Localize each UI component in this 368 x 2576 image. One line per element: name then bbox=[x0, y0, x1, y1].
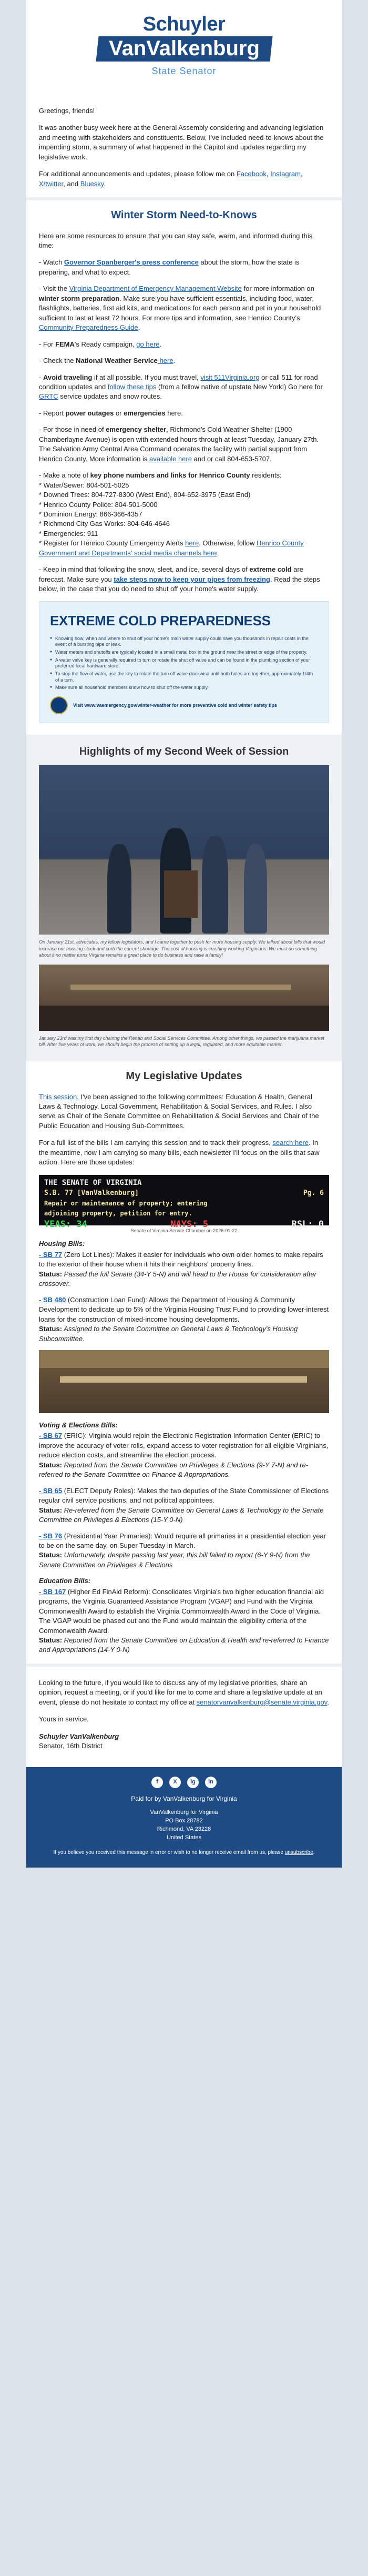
yours-in-service: Yours in service, bbox=[39, 1715, 89, 1723]
cold-card-footer-text: Visit www.vaemergency.gov/winter-weather for more preventive cold and winter safety tips bbox=[73, 702, 277, 708]
yeas-count: YEAS: 34 bbox=[44, 1219, 87, 1230]
sb167-link[interactable]: - SB 167 bbox=[39, 1587, 66, 1596]
logo-subtitle: State Senator bbox=[151, 66, 217, 77]
bills-paragraph: For a full list of the bills I am carrying this session and to track their progress, search here. In the meantime, now I am carrying so many bills, each newsletter I'll focus on the bills that saw action. Here are those updates: bbox=[39, 1139, 320, 1167]
phone-line: * Emergencies: 911 bbox=[39, 529, 98, 537]
vote-board-caption: Senate of Virginia Senate Chamber on 2026-01-22 bbox=[130, 1228, 238, 1233]
office-email-link[interactable]: senatorvanvalkenburg@senate.virginia.gov bbox=[196, 1698, 328, 1706]
header-logo bbox=[26, 0, 342, 93]
photo-figure bbox=[202, 836, 228, 934]
storm-lead: Here are some resources to ensure that you can stay safe, warm, and informed during this time: bbox=[39, 231, 313, 250]
cold-card-item: ● Knowing how, when and where to shut off your home's main water supply could save you thousands in repair costs in the event of a bursting pipe or leak. bbox=[50, 636, 318, 648]
storm-bullet-outages: - Report power outages or emergencies here. bbox=[39, 409, 183, 417]
nws-link[interactable]: here bbox=[157, 357, 173, 365]
social-follow-paragraph: For additional announcements and updates, please follow me on Facebook, Instagram, X/twitter, and Bluesky. bbox=[39, 170, 303, 188]
vote-board-header: THE SENATE OF VIRGINIA bbox=[44, 1178, 142, 1187]
emergency-alerts-link[interactable]: here bbox=[185, 539, 199, 547]
bill-sb167: - SB 167 (Higher Ed FinAid Reform): Consolidates Virginia's two higher education financial aid programs, the Virginia Guaranteed Assistance Program (VGAP) and Fund with the Virginia Commonwealth Award to establish the Virginia Commonwealth Award in the Code of Virginia. The VGAP would be phased out and the Fund would maintain the eligibility criteria of the Commonwealth Award. Status: Reported from the Senate Committee on Education & Health and re-referred to Finance and Appropriations (14-Y 0-N) bbox=[39, 1587, 329, 1654]
contact-paragraph: Looking to the future, if you would like to discuss any of my legislative priorities, share an opinion, request a meeting, or if you'd like for me to come and share a legislative update at an event, please do not hesitate to contact my office at senatorvanvalkenburg@senate.virginia.gov. bbox=[39, 1678, 329, 1706]
phone-line: * Downed Trees: 804-727-8300 (West End), 804-652-3975 (East End) bbox=[39, 491, 251, 499]
instagram-icon[interactable]: ig bbox=[187, 1777, 199, 1788]
preparedness-guide-link[interactable]: Community Preparedness Guide bbox=[39, 323, 138, 332]
bill-sb77: - SB 77 (Zero Lot Lines): Makes it easier for individuals who own older homes to make repairs to the exterior of their house when it hits their neighbors' property lines. Status: Passed the full Senate (34-Y 5-N) and will head to the House for consideration after crossover. bbox=[39, 1250, 323, 1288]
photo-figure bbox=[244, 844, 267, 934]
travel-tips-link[interactable]: follow these tips bbox=[107, 383, 157, 391]
facebook-icon[interactable]: f bbox=[151, 1777, 163, 1788]
bluesky-link[interactable]: Bluesky bbox=[80, 179, 104, 188]
vote-board-desc: Repair or maintenance of property; entering bbox=[44, 1200, 208, 1207]
footer bbox=[26, 1767, 342, 1868]
virginia-seal-icon bbox=[50, 696, 68, 714]
storm-bullet-phones: - Make a note of key phone numbers and links for Henrico County residents: * Water/Sewer: 804-501-5025 * Downed Trees: 804-727-8300 (West End), 804-652-3975 (East End) * Henrico County Police: 804-501-5000 * Dominion Energy: 866-366-4357 * Richmond City Gas Works: 804-646-4646 * Emergencies: 911 * Register for Henrico County Emergency Alerts here. Otherwise, follow Henrico County Government and Departments' social media channels here. bbox=[39, 471, 329, 558]
legislative-title: My Legislative Updates bbox=[126, 1070, 242, 1082]
voting-bills-heading: Voting & Elections Bills: bbox=[39, 1421, 118, 1429]
footer-social-icons bbox=[26, 1777, 342, 1788]
storm-bullet-fema: - For FEMA's Ready campaign, go here. bbox=[39, 340, 161, 348]
storm-bullet-travel: - Avoid traveling if at all possible. If you must travel, visit 511Virginia.org or call 511 for road condition updates and follow these tips (from a fellow native of upstate New York!) Go here for GRTC service updates and snow routes. bbox=[39, 373, 323, 401]
sb67-link[interactable]: - SB 67 bbox=[39, 1432, 63, 1440]
phone-line: * Henrico County Police: 804-501-5000 bbox=[39, 500, 158, 509]
storm-bullet-vdem: - Visit the Virginia Department of Emergency Management Website for more information on winter storm preparation. Make sure you have sufficient essentials, including food, water, flashlights, batteries, first aid kits, and medications for each person and pet in your household sufficient to last at least 72 hours. For more tips and information, see Henrico County's Community Preparedness Guide. bbox=[39, 285, 321, 332]
storm-bullet-press: - Watch Governor Spanberger's press conference about the storm, how the state is preparing, and what to expect. bbox=[39, 258, 300, 276]
511-link[interactable]: visit 511Virginia.org bbox=[200, 373, 260, 381]
vote-board-desc: adjoining property, petition for entry. bbox=[44, 1210, 192, 1218]
instagram-link[interactable]: Instagram bbox=[270, 170, 301, 178]
fema-link[interactable]: go here bbox=[136, 340, 160, 348]
storm-bullet-shelter: - For those in need of emergency shelter, Richmond's Cold Weather Shelter (1900 Chamberlayne Avenue) is open with extended hours through at least Tuesday, January 27th. The Salvation Army Central Area Command operates the facility with partial support from Henrico County. More information is available here and or call 804-653-5707. bbox=[39, 425, 319, 463]
frozen-pipes-link[interactable]: take steps now to keep your pipes from freezing bbox=[114, 575, 270, 583]
storm-bullet-nws: - Check the National Weather Service here. bbox=[39, 357, 176, 365]
bill-sb480: - SB 480 (Construction Loan Fund): Allows the Department of Housing & Community Development to dedicate up to 5% of the Virginia Housing Trust Fund to providing lower-interest loans for the construction of mixed-income housing developments. Status: Assigned to the Senate Committee on General Laws & Technology's Housing Subcommittee. bbox=[39, 1295, 329, 1343]
cold-card-title: EXTREME COLD PREPAREDNESS bbox=[50, 612, 271, 628]
committees-paragraph: This session, I've been assigned to the following committees: Education & Health, General Laws & Technology, Local Government, Rehabilitation & Social Services, and Rules. I also serve as Chair of the Senate Committee on Rehabilitation & Social Services and Chair of the Public Education and Housing Sub-Committees. bbox=[39, 1092, 319, 1130]
vote-board-bill: S.B. 77 [VanValkenburg] bbox=[44, 1189, 139, 1197]
cold-card-item: ● Make sure all household members know how to shut off the water supply. bbox=[50, 685, 318, 691]
unsubscribe-link[interactable]: unsubscribe bbox=[284, 1850, 313, 1856]
sb76-link[interactable]: - SB 76 bbox=[39, 1532, 63, 1540]
logo-last-name: VanValkenburg bbox=[108, 37, 260, 60]
phone-line: * Richmond City Gas Works: 804-646-4646 bbox=[39, 520, 170, 528]
vote-counts bbox=[44, 1218, 324, 1231]
phone-line: * Water/Sewer: 804-501-5025 bbox=[39, 481, 129, 489]
x-icon[interactable]: X bbox=[169, 1777, 181, 1788]
signature-name: Schuyler VanValkenburg bbox=[39, 1732, 119, 1740]
signature-role: Senator, 16th District bbox=[39, 1742, 103, 1750]
nays-count: NAYS: 5 bbox=[170, 1219, 209, 1230]
housing-photo-caption: On January 21st, advocates, my fellow legislators, and I came together to push for more housing supply. We talked about bills that would increase our housing stock and curb the current shortage. The cost of housing is crushing working Virginians. We must do something about it no matter turns Virginia remains a great place to do business and raise a family! bbox=[39, 939, 325, 958]
housing-bills-heading: Housing Bills: bbox=[39, 1240, 85, 1248]
committee-photo-caption: January 23rd was my first day chairing the Rehab and Social Services Committee. Among other things, we passed the marijuana market bill. After five years of work, we should begin the process of setting up a legal, regulated, and more equitable market. bbox=[39, 1035, 324, 1047]
legislative-section bbox=[26, 1061, 342, 1655]
greeting: Greetings, friends! bbox=[39, 107, 95, 115]
footer-address: VanValkenburg for Virginia PO Box 28782 Richmond, VA 23228 United States bbox=[150, 1809, 218, 1841]
facebook-link[interactable]: Facebook bbox=[236, 170, 267, 178]
cold-card-list bbox=[50, 636, 318, 692]
cold-card-item: ● Water meters and shutoffs are typically located in a small metal box in the ground near the street or edge of the property. bbox=[50, 650, 318, 656]
sb77-link[interactable]: - SB 77 bbox=[39, 1250, 63, 1259]
rsl-count: RSL: 0 bbox=[291, 1219, 324, 1230]
search-bills-link[interactable]: search here bbox=[272, 1139, 309, 1147]
intro-paragraph: It was another busy week here at the General Assembly considering and advancing legislation and meeting with stakeholders and constituents. Below, I've included need-to-knows about the impending storm, a summary of what happened in the Capitol and updates regarding my legislative work. bbox=[39, 124, 324, 161]
education-bills-heading: Education Bills: bbox=[39, 1577, 91, 1585]
session-title: Highlights of my Second Week of Session bbox=[79, 746, 289, 758]
this-session-link[interactable]: This session bbox=[39, 1092, 77, 1101]
cold-card-item: ● A water valve key is generally required to turn or rotate the shut off valve and can be found in the plumbing section of your preferred local hardware store. bbox=[50, 657, 318, 670]
sb65-link[interactable]: - SB 65 bbox=[39, 1486, 63, 1495]
bluesky-icon[interactable]: in bbox=[205, 1777, 217, 1788]
senate-chamber-photo bbox=[39, 1350, 329, 1413]
cold-card-item: ● To stop the flow of water, use the key to rotate the turn off valve clockwise until both holes are together, approximately 1/4th of a turn. bbox=[50, 671, 318, 683]
bill-sb65: - SB 65 (ELECT Deputy Roles): Makes the two deputies of the State Commissioner of Elections regular civil service positions, and not political appointees. Status: Re-referred from the Senate Committee on General Laws & Technology to the Senate Committee on Privileges & Elections (15-Y 0-N) bbox=[39, 1486, 329, 1524]
signoff-section bbox=[26, 1667, 342, 1767]
email-body bbox=[26, 0, 342, 1868]
storm-title: Winter Storm Need-to-Knows bbox=[111, 209, 257, 221]
sb480-link[interactable]: - SB 480 bbox=[39, 1295, 66, 1304]
podium bbox=[164, 870, 198, 918]
bill-sb76: - SB 76 (Presidential Year Primaries): Would require all primaries in a presidential election year to be on the same day, on Super Tuesday in March. Status: Unfortunately, despite passing last year, this bill failed to report (6-Y 9-N) from the Senate Committee on Privileges & Elections bbox=[39, 1532, 326, 1569]
shelter-info-link[interactable]: available here bbox=[149, 454, 192, 463]
unsubscribe-line: If you believe you received this message in error or wish to no longer receive email from us, please unsubscribe. bbox=[53, 1850, 315, 1856]
cold-card-footer bbox=[50, 696, 318, 714]
press-conference-link[interactable]: Governor Spanberger's press conference bbox=[64, 258, 199, 267]
vote-board-page: Pg. 6 bbox=[303, 1189, 324, 1197]
committee-photo bbox=[39, 965, 329, 1031]
grtc-link[interactable]: GRTC bbox=[39, 392, 58, 401]
storm-bullet-cold: - Keep in mind that following the snow, sleet, and ice, several days of extreme cold are forecast. Make sure you take steps now to keep your pipes from freezing. Read the steps below, in the case that you do need to shut off your home's water supply. bbox=[39, 565, 320, 593]
henrico-social-link[interactable]: Henrico County Government and Departments' social media channels here bbox=[39, 539, 304, 557]
vdem-link[interactable]: Virginia Department of Emergency Management Website bbox=[69, 285, 242, 293]
housing-press-photo bbox=[39, 765, 329, 935]
senate-vote-board bbox=[39, 1175, 329, 1230]
photo-figure bbox=[107, 844, 131, 934]
paid-for-by: Paid for by VanValkenburg for Virginia bbox=[131, 1794, 237, 1802]
intro-section bbox=[26, 93, 342, 189]
alerts-line: * Register for Henrico County Emergency Alerts here. Otherwise, follow Henrico County Government and Departments' social media channels here. bbox=[39, 539, 304, 557]
logo-first-name: Schuyler bbox=[142, 13, 226, 36]
phone-line: * Dominion Energy: 866-366-4357 bbox=[39, 510, 142, 518]
bill-sb67: - SB 67 (ERIC): Virginia would rejoin the Electronic Registration Information Center (ERIC) to improve the accuracy of voter rolls, expand access to voter registration for all eligible Virginians, reduce election costs, and streamline the election process. Status: Reported from the Senate Committee on Privileges & Elections (9-Y 7-N) and re-referred to the Senate Committee on Finance & Appropriations. bbox=[39, 1432, 329, 1479]
session-highlights bbox=[26, 735, 342, 1061]
cold-preparedness-infographic bbox=[39, 601, 329, 723]
storm-section bbox=[26, 200, 342, 594]
logo-last-name-ribbon bbox=[96, 36, 272, 62]
x-twitter-link[interactable]: X/twitter bbox=[39, 179, 64, 188]
